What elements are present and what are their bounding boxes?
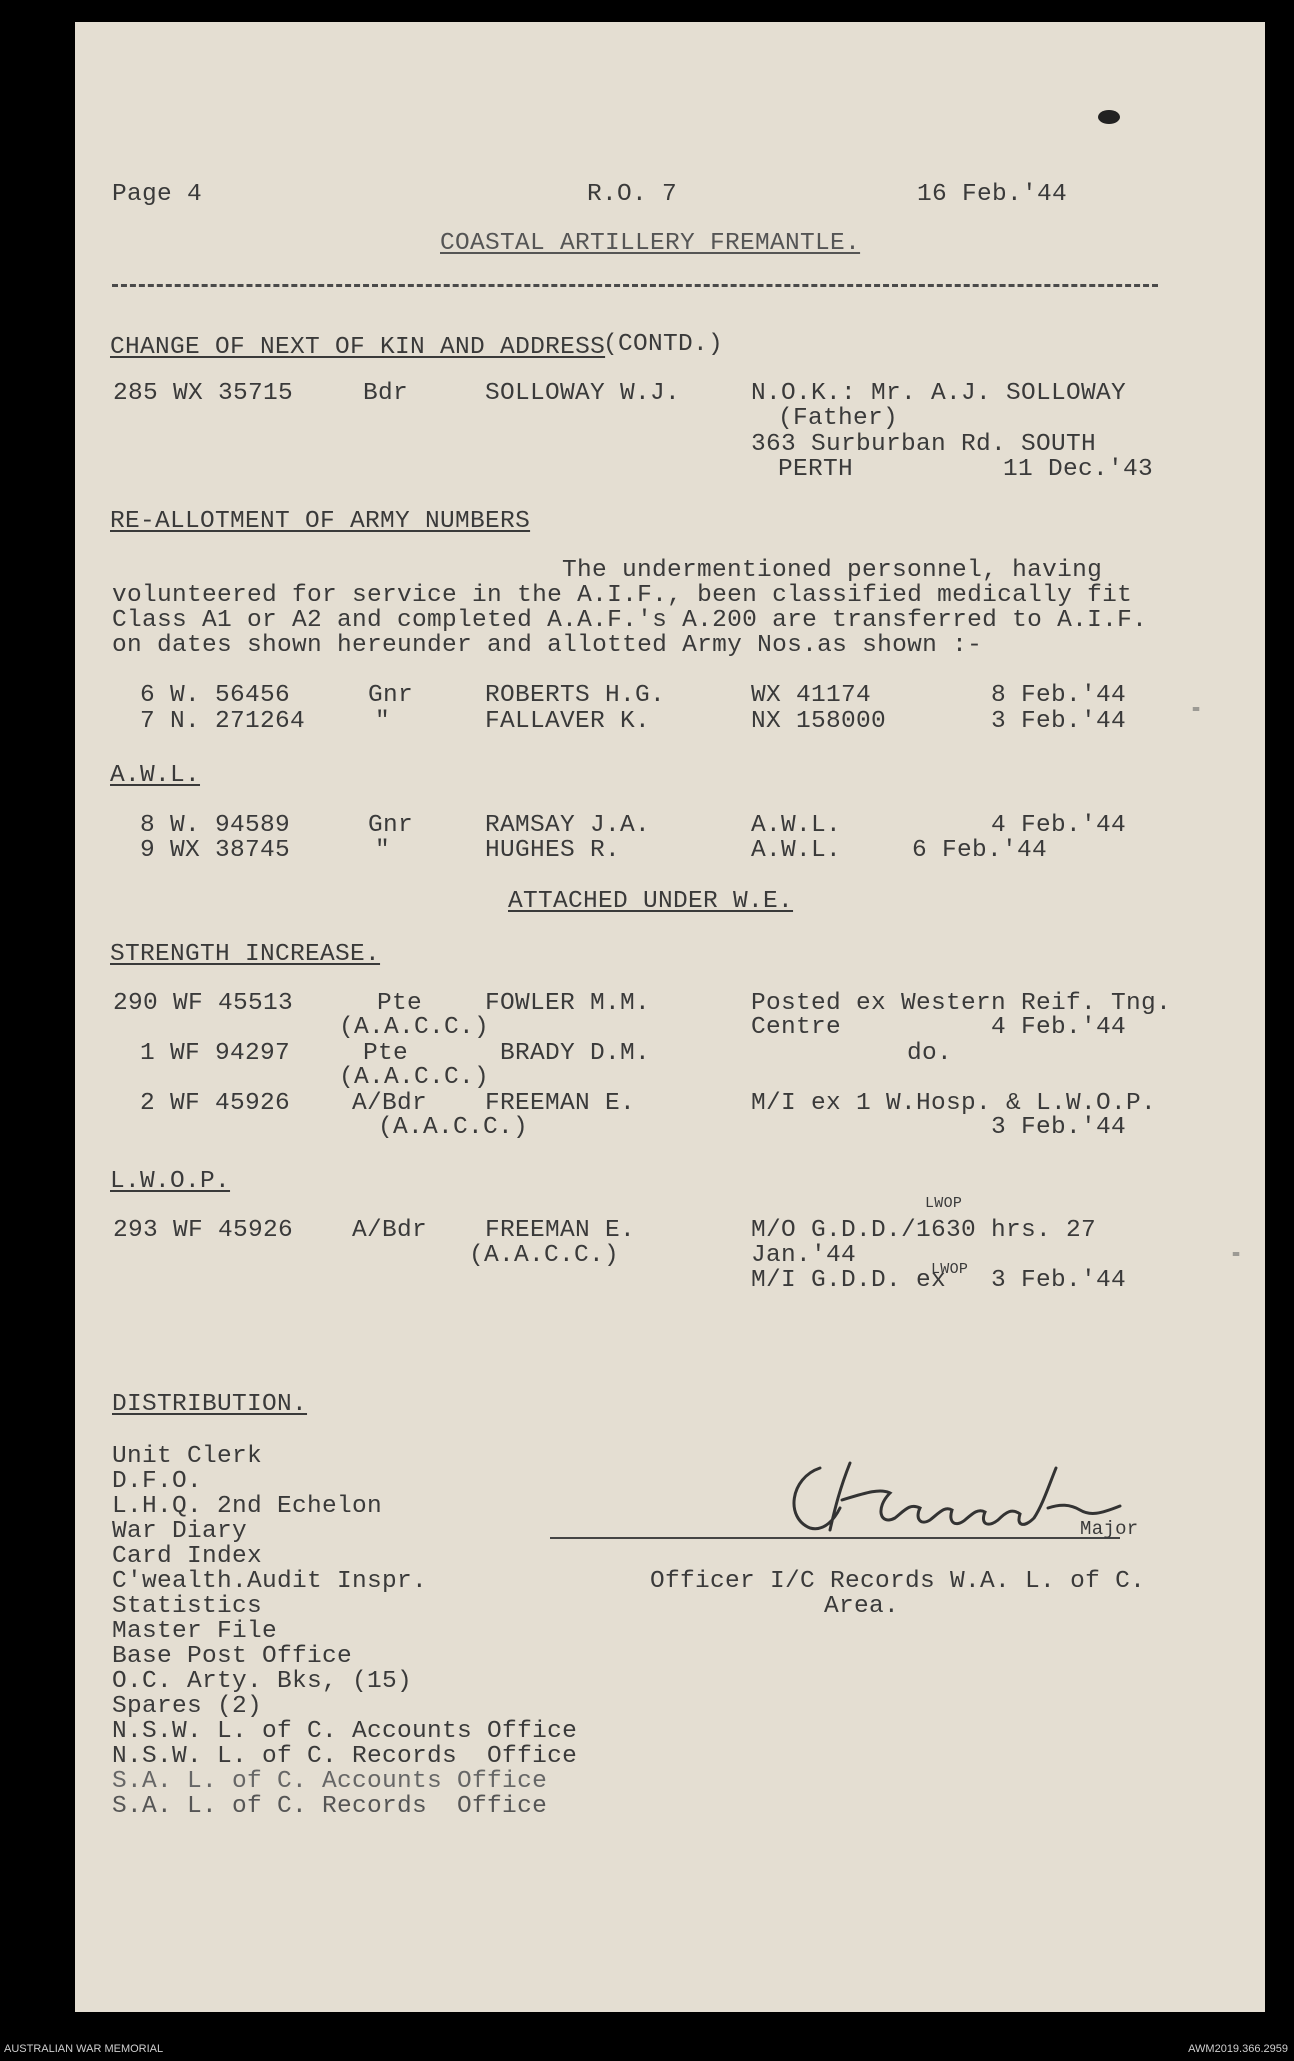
distribution-item: N.S.W. L. of C. Records Office bbox=[112, 1743, 578, 1770]
table-row-date: 8 Feb.'44 bbox=[991, 682, 1127, 709]
reallotment-heading: RE-ALLOTMENT OF ARMY NUMBERS bbox=[110, 508, 531, 535]
distribution-item: Spares (2) bbox=[112, 1693, 263, 1720]
strength-increase-heading: STRENGTH INCREASE. bbox=[110, 941, 381, 968]
awl-row-number: 8 W. 94589 bbox=[140, 812, 291, 839]
attached-row-rank: A/Bdr bbox=[352, 1090, 428, 1117]
nok-rank: Bdr bbox=[363, 380, 409, 407]
reallotment-paragraph: on dates shown hereunder and allotted Army Nos.as shown :- bbox=[112, 632, 983, 659]
signatory-title: Officer I/C Records W.A. L. of C. bbox=[650, 1568, 1146, 1595]
attached-row-number: 290 WF 45513 bbox=[113, 990, 294, 1017]
nok-name: SOLLOWAY W.J. bbox=[485, 380, 681, 407]
nok-line: N.O.K.: Mr. A.J. SOLLOWAY bbox=[751, 380, 1127, 407]
awl-row-number: 9 WX 38745 bbox=[140, 837, 291, 864]
nok-heading: CHANGE OF NEXT OF KIN AND ADDRESS bbox=[110, 334, 606, 361]
reallotment-paragraph: Class A1 or A2 and completed A.A.F.'s A.200 are transferred to A.I.F. bbox=[112, 607, 1148, 634]
awl-row-rank: Gnr bbox=[368, 812, 414, 839]
attached-heading: ATTACHED UNDER W.E. bbox=[508, 888, 794, 915]
distribution-item: War Diary bbox=[112, 1518, 248, 1545]
lwop-army-number: 293 WF 45926 bbox=[113, 1217, 294, 1244]
signature-line bbox=[550, 1537, 1120, 1539]
awl-heading: A.W.L. bbox=[110, 762, 201, 789]
nok-heading-suffix: (CONTD.) bbox=[603, 331, 724, 358]
table-row-number: 7 N. 271264 bbox=[140, 708, 306, 735]
distribution-item: Base Post Office bbox=[112, 1643, 353, 1670]
archive-reference: AWM2019.366.2959 bbox=[1188, 2043, 1288, 2055]
awl-row-date: 6 Feb.'44 bbox=[912, 837, 1048, 864]
lwop-line: Jan.'44 bbox=[751, 1242, 857, 1269]
distribution-item: S.A. L. of C. Records Office bbox=[112, 1793, 548, 1820]
ink-blot bbox=[1098, 110, 1120, 124]
distribution-item: Master File bbox=[112, 1618, 278, 1645]
table-row-date: 3 Feb.'44 bbox=[991, 708, 1127, 735]
lwop-line: M/I G.D.D. ex bbox=[751, 1267, 947, 1294]
reallotment-paragraph: volunteered for service in the A.I.F., been classified medically fit bbox=[112, 582, 1133, 609]
awl-row-name: RAMSAY J.A. bbox=[485, 812, 651, 839]
lwop-line: M/O G.D.D./1630 hrs. 27 bbox=[751, 1217, 1097, 1244]
distribution-item: L.H.Q. 2nd Echelon bbox=[112, 1493, 383, 1520]
unit-title: COASTAL ARTILLERY FREMANTLE. bbox=[440, 230, 861, 257]
table-row-name: ROBERTS H.G. bbox=[485, 682, 666, 709]
attached-row-number: 2 WF 45926 bbox=[140, 1090, 291, 1117]
margin-mark: ⁼ bbox=[1230, 1248, 1243, 1271]
table-row-rank: Gnr bbox=[368, 682, 414, 709]
lwop-superscript: LWOP bbox=[925, 1195, 963, 1212]
distribution-item: C'wealth.Audit Inspr. bbox=[112, 1568, 428, 1595]
signatory-title: Area. bbox=[824, 1593, 900, 1620]
awl-row-name: HUGHES R. bbox=[485, 837, 621, 864]
awl-row-status: A.W.L. bbox=[751, 812, 842, 839]
attached-row-note: do. bbox=[907, 1040, 953, 1067]
distribution-item: Card Index bbox=[112, 1543, 263, 1570]
document-date: 16 Feb.'44 bbox=[917, 181, 1068, 208]
table-row-new-number: NX 158000 bbox=[751, 708, 887, 735]
distribution-item: N.S.W. L. of C. Accounts Office bbox=[112, 1718, 578, 1745]
routine-order-number: R.O. 7 bbox=[587, 181, 678, 208]
signatory-rank: Major bbox=[1080, 1518, 1139, 1540]
distribution-item: Unit Clerk bbox=[112, 1443, 263, 1470]
awl-row-rank: " bbox=[375, 837, 391, 864]
awl-row-date: 4 Feb.'44 bbox=[991, 812, 1127, 839]
distribution-item: Statistics bbox=[112, 1593, 263, 1620]
attached-row-unit: (A.A.C.C.) bbox=[378, 1114, 529, 1141]
nok-line: PERTH 11 Dec.'43 bbox=[778, 456, 1154, 483]
attached-row-unit: (A.A.C.C.) bbox=[339, 1014, 490, 1041]
lwop-superscript: LWOP bbox=[931, 1261, 969, 1278]
attached-row-number: 1 WF 94297 bbox=[140, 1040, 291, 1067]
table-row-new-number: WX 41174 bbox=[751, 682, 872, 709]
margin-mark: ⁼ bbox=[1190, 703, 1203, 726]
attached-row-name: FREEMAN E. bbox=[485, 1090, 636, 1117]
distribution-item: D.F.O. bbox=[112, 1468, 203, 1495]
attached-row-date: 3 Feb.'44 bbox=[991, 1114, 1127, 1141]
attached-row-rank: Pte bbox=[377, 990, 423, 1017]
distribution-item: O.C. Arty. Bks, (15) bbox=[112, 1668, 413, 1695]
attached-row-note: M/I ex 1 W.Hosp. & L.W.O.P. bbox=[751, 1090, 1157, 1117]
lwop-heading: L.W.O.P. bbox=[110, 1168, 231, 1195]
table-row-number: 6 W. 56456 bbox=[140, 682, 291, 709]
lwop-name: FREEMAN E. bbox=[485, 1217, 636, 1244]
awl-row-status: A.W.L. bbox=[751, 837, 842, 864]
attached-row-unit: (A.A.C.C.) bbox=[339, 1064, 490, 1091]
nok-line: 363 Surburban Rd. SOUTH bbox=[751, 431, 1097, 458]
page-number: Page 4 bbox=[112, 181, 203, 208]
reallotment-paragraph: The undermentioned personnel, having bbox=[562, 557, 1103, 584]
archive-credit: AUSTRALIAN WAR MEMORIAL bbox=[4, 2043, 164, 2055]
attached-row-name: BRADY D.M. bbox=[500, 1040, 651, 1067]
lwop-rank: A/Bdr bbox=[352, 1217, 428, 1244]
table-row-name: FALLAVER K. bbox=[485, 708, 651, 735]
attached-row-date: 4 Feb.'44 bbox=[991, 1014, 1127, 1041]
distribution-heading: DISTRIBUTION. bbox=[112, 1391, 308, 1418]
attached-row-name: FOWLER M.M. bbox=[485, 990, 651, 1017]
attached-row-note: Centre bbox=[751, 1014, 842, 1041]
attached-row-note: Posted ex Western Reif. Tng. bbox=[751, 990, 1172, 1017]
lwop-unit: (A.A.C.C.) bbox=[469, 1242, 620, 1269]
nok-line: (Father) bbox=[778, 405, 899, 432]
dashed-divider bbox=[112, 284, 1158, 287]
table-row-rank: " bbox=[375, 708, 391, 735]
distribution-item: S.A. L. of C. Accounts Office bbox=[112, 1768, 548, 1795]
lwop-line: 3 Feb.'44 bbox=[991, 1267, 1127, 1294]
nok-army-number: 285 WX 35715 bbox=[113, 380, 294, 407]
attached-row-rank: Pte bbox=[363, 1040, 409, 1067]
